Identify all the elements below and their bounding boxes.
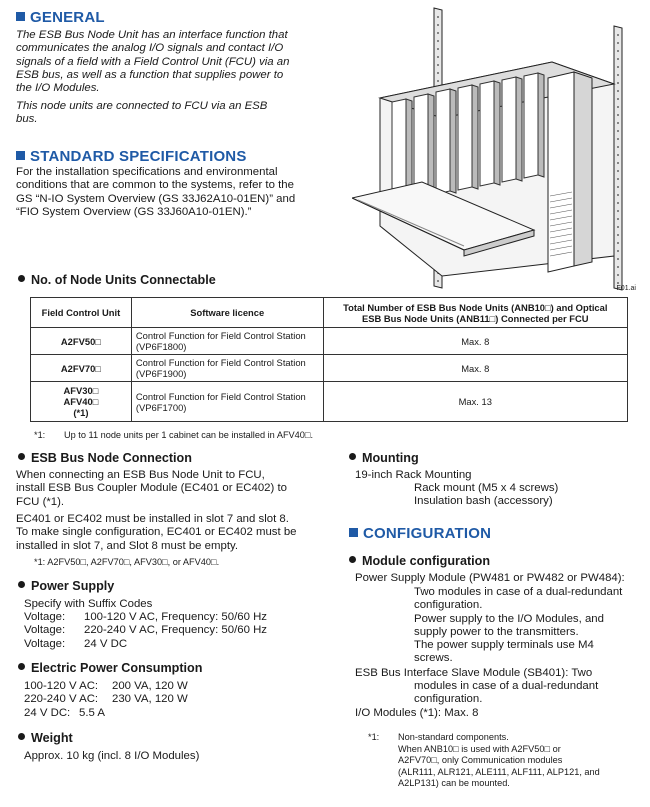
configuration-heading: CONFIGURATION [349,525,491,542]
heading-square-icon [16,151,25,160]
cell-fcu: A2FV50□ [31,328,132,355]
power-supply-list: Voltage: 100-120 V AC, Frequency: 50/60 Hz Voltage: 220-240 V AC, Frequency: 50/60 Hz Voltage: 24 V DC [24,611,267,650]
config-footnote: *1: Non-standard components. When ANB10□ is used with A2FV50□ or A2FV70□, only Communication modules (ALR111, ALR121, ALE111, ALF111, ALP121, and A2LP131) can be mounted. [368,732,600,789]
cell-software: Control Function for Field Control Station (VP6F1800) [131,328,323,355]
power-supply-heading: Power Supply [18,579,114,593]
node-units-heading: No. of Node Units Connectable [18,273,216,287]
cell-max: Max. 13 [323,382,627,422]
power-supply-text: Specify with Suffix Codes [24,598,153,610]
sb-line: ESB Bus Interface Slave Module (SB401): Two [355,667,593,679]
table-row [31,355,628,382]
table-header-row [31,298,628,328]
general-paragraph: The ESB Bus Node Unit has an interface function that communicates the analog I/O signals and contact I/O signals of a field with a Field Control Unit (FCU) via an ESB bus, as well as a function that supplies power to the I/O Modules. [16,29,290,95]
esb-connection-text-2: EC401 or EC402 must be installed in slot 7 and slot 8. To make single configuration, EC401 or EC402 must be installed in slot 7, and Slot 8 must be empty. [16,513,297,552]
module-config-heading: Module configuration [349,554,490,568]
node-units-table [30,297,628,422]
bullet-icon [18,733,25,740]
header-software: Software licence [131,298,323,328]
esb-connection-heading: ESB Bus Node Connection [18,451,192,465]
io-line: I/O Modules (*1): Max. 8 [355,707,479,719]
sb-description: modules in case of a dual-redundant configuration. [414,680,599,706]
cell-fcu: A2FV70□ [31,355,132,382]
esb-connection-footnote: *1: A2FV50□, A2FV70□, AFV30□, or AFV40□. [34,557,220,567]
bullet-icon [18,275,25,282]
psu-description: Two modules in case of a dual-redundant configuration. Power supply to the I/O Modules, and supply power to the transmitters. The power supply terminals use M4 screws. [414,586,623,665]
bullet-icon [18,453,25,460]
cell-max: Max. 8 [323,355,627,382]
cell-max: Max. 8 [323,328,627,355]
header-total: Total Number of ESB Bus Node Units (ANB10□) and Optical ESB Bus Node Units (ANB11□) Connected per FCU [323,298,627,328]
general-paragraph-2: This node units are connected to FCU via an ESB bus. [16,100,268,126]
esb-connection-text: When connecting an ESB Bus Node Unit to FCU, install ESB Bus Coupler Module (EC401 or EC402) to FCU (*1). [16,469,287,508]
bullet-icon [349,556,356,563]
bullet-icon [18,581,25,588]
cell-software: Control Function for Field Control Station (VP6F1900) [131,355,323,382]
mounting-line: 19-inch Rack Mounting [355,469,472,481]
figure-caption: F01.ai [616,285,636,292]
table-row [31,328,628,355]
psu-line: Power Supply Module (PW481 or PW482 or PW484): [355,572,625,584]
power-consumption-heading: Electric Power Consumption [18,661,202,675]
rack-illustration [352,6,640,294]
header-fcu: Field Control Unit [31,298,132,328]
table-footnote: *1: Up to 11 node units per 1 cabinet can be installed in AFV40□. [34,430,314,440]
general-heading: GENERAL [16,9,105,26]
weight-heading: Weight [18,731,73,745]
power-consumption-list: 100-120 V AC: 200 VA, 120 W 220-240 V AC: 230 VA, 120 W 24 V DC: 5.5 A [24,680,188,719]
heading-square-icon [349,528,358,537]
cell-fcu: AFV30□ AFV40□ (*1) [31,382,132,422]
standard-heading: STANDARD SPECIFICATIONS [16,148,247,165]
node-unit-figure [352,6,640,294]
mounting-sub: Rack mount (M5 x 4 screws) Insulation bash (accessory) [414,482,559,508]
heading-square-icon [16,12,25,21]
weight-text: Approx. 10 kg (incl. 8 I/O Modules) [24,750,200,762]
standard-paragraph: For the installation specifications and environmental conditions that are common to the systems, refer to the GS “N-IO System Overview (GS 33J62A10-01EN)” and “FIO System Overview (GS 33J60A10-01EN).” [16,166,296,218]
table-row [31,382,628,422]
cell-software: Control Function for Field Control Station (VP6F1700) [131,382,323,422]
bullet-icon [18,663,25,670]
mounting-heading: Mounting [349,451,419,465]
bullet-icon [349,453,356,460]
